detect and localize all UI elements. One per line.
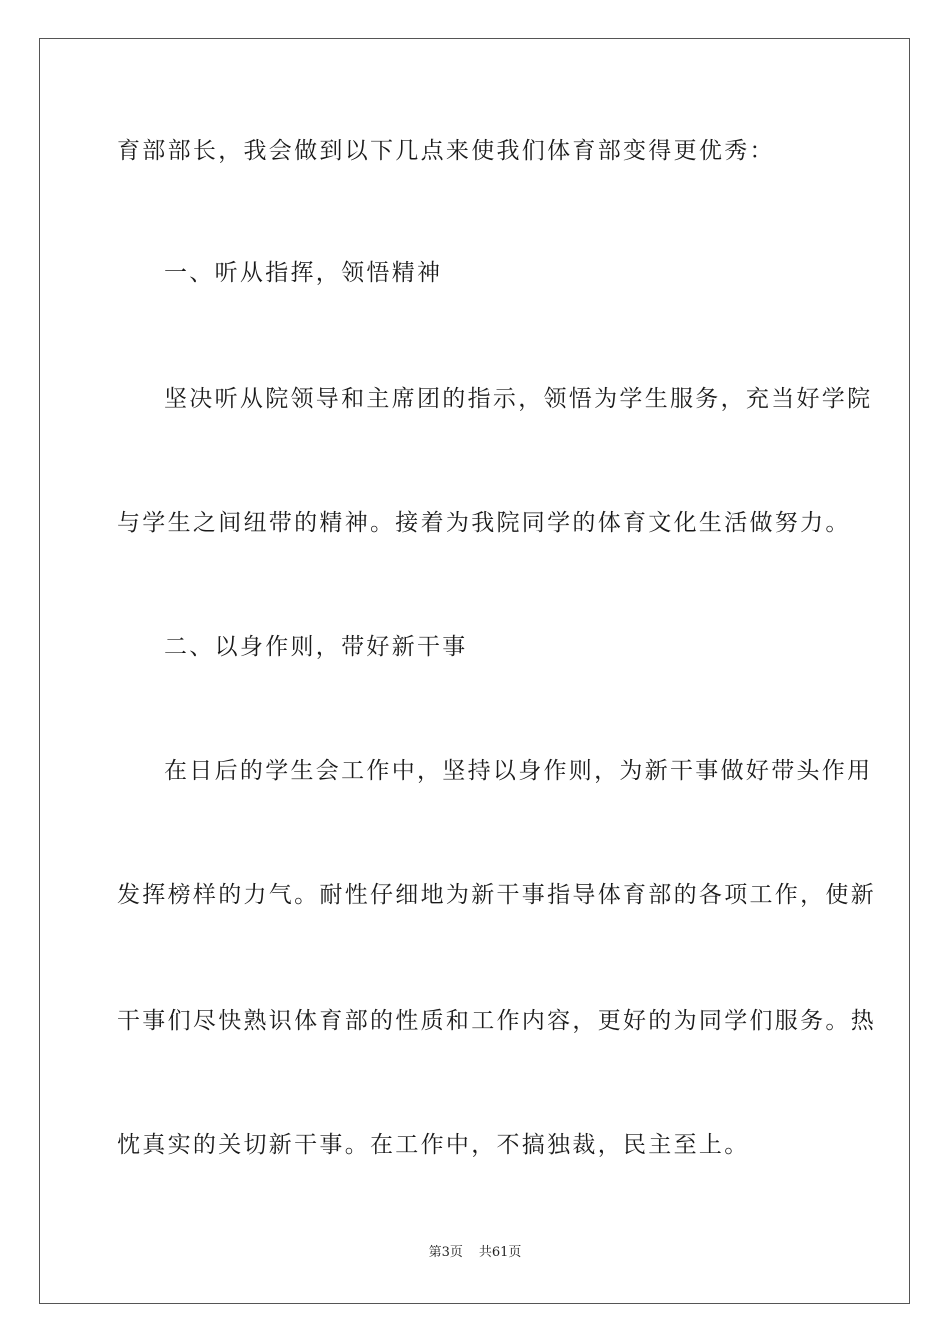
page-footer bbox=[0, 1244, 950, 1262]
page-total: 共61页 bbox=[478, 1245, 522, 1260]
body-text-line: 育部部长，我会做到以下几点来使我们体育部变得更优秀： bbox=[117, 138, 775, 164]
page-border bbox=[39, 38, 910, 1304]
section-heading-2: 二、以身作则，带好新干事 bbox=[164, 634, 468, 660]
body-text-line: 与学生之间纽带的精神。接着为我院同学的体育文化生活做努力。 bbox=[117, 510, 851, 536]
body-text-line: 干事们尽快熟识体育部的性质和工作内容，更好的为同学们服务。热 bbox=[117, 1008, 876, 1034]
body-text-line: 坚决听从院领导和主席团的指示，领悟为学生服务，充当好学院 bbox=[164, 386, 873, 412]
body-text-line: 发挥榜样的力气。耐性仔细地为新干事指导体育部的各项工作，使新 bbox=[117, 882, 876, 908]
page-number: 第3页 bbox=[428, 1245, 463, 1260]
body-text-line: 忱真实的关切新干事。在工作中，不搞独裁，民主至上。 bbox=[117, 1132, 750, 1158]
section-heading-1: 一、听从指挥，领悟精神 bbox=[164, 260, 443, 286]
body-text-line: 在日后的学生会工作中，坚持以身作则，为新干事做好带头作用 bbox=[164, 758, 873, 784]
